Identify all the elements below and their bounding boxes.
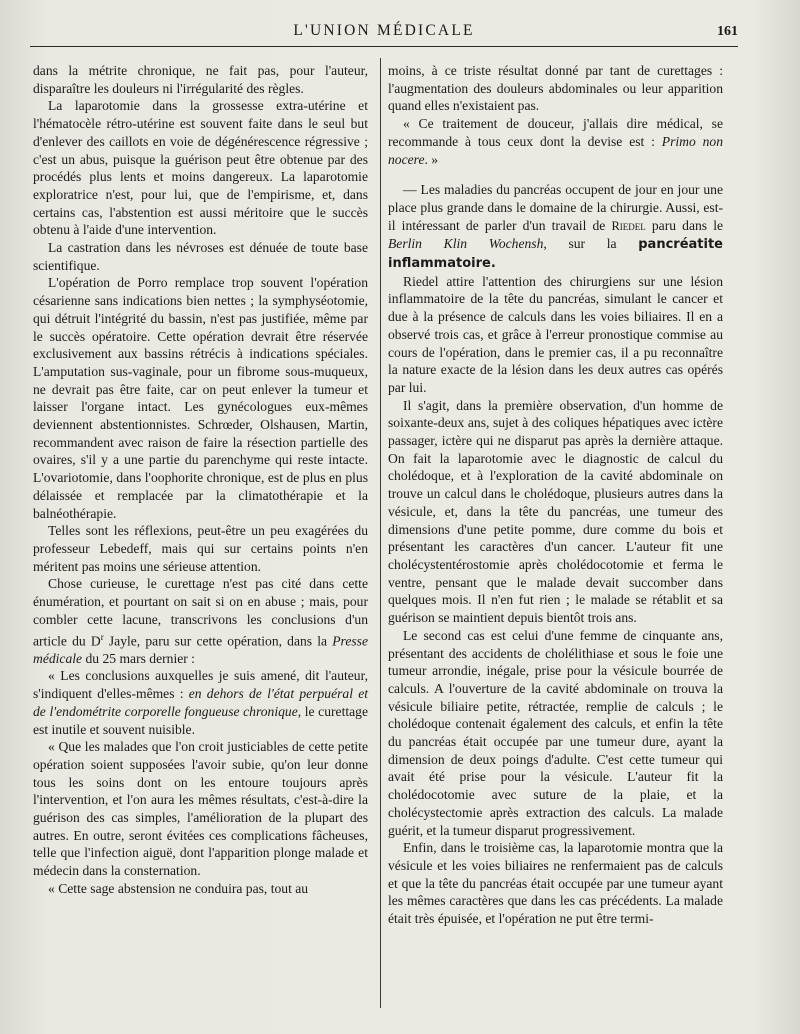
header-rule <box>30 46 738 47</box>
quote-paragraph <box>33 667 368 738</box>
quote-italic: Primo non nocere <box>388 133 723 167</box>
left-column <box>33 62 368 898</box>
paragraph-text: du 25 mars dernier : <box>82 650 195 666</box>
paragraph: Telles sont les réflexions, peut-être un peu exagérées du professeur Lebedeff, mais qui sur certains points n'en méritent pas moins une sérieuse attention. <box>33 523 368 574</box>
quote-text: « Les conclusions auxquelles je suis amené, dit l'auteur, s'indiquent d'elles-mêmes : <box>33 668 368 702</box>
quote-paragraph: « Cette sage abstension ne conduira pas, tout au <box>48 880 309 896</box>
paragraph <box>33 575 368 667</box>
journal-title: Berlin Klin Wochensh <box>388 236 544 252</box>
paragraph-text: — Les maladies du pancréas occupent de jour en jour une place plus grande dans le domaine de la chirurgie. Aussi, est-il intéressant de parler d'un travail de <box>388 182 723 233</box>
quote-italic: en dehors de l'état perpuéral et de l'endométrite corporelle fongueuse chronique <box>33 686 369 719</box>
paragraph: La castration dans les névroses est dénuée de toute base scientifique. <box>33 240 368 273</box>
paragraph: moins, à ce triste résultat donné par tant de curettages : l'augmentation des douleurs abdominales ou leur apparition quand elles n'existaient pas. <box>388 63 723 114</box>
paragraph: La laparotomie dans la grossesse extra-utérine et l'hématocèle rétro-utérine est souvent faite dans le seul but d'enlever des caillots en voie de dégénérescence régressive ; c'est un abus, puisque la guérison peut être obtenue par des procédés plus lents et moins dangereux. La laparotomie exploratrice n'est, pour lui, que de l'empirisme, et, dans certains cas, l'abstention est aussi méritoire que le succès obtenu à l'aide d'une intervention. <box>33 98 368 238</box>
journal-title: Presse médicale <box>33 633 368 666</box>
paragraph: dans la métrite chronique, ne fait pas, pour l'auteur, disparaître les douleurs ni l'irrégularité des règles. <box>33 63 368 96</box>
paragraph-text: , sur la <box>543 236 639 252</box>
section-title: pancréatite inflammatoire. <box>388 237 723 272</box>
quote-paragraph <box>388 115 723 168</box>
paragraph: Enfin, dans le troisième cas, la laparotomie montra que la vésicule et les voies biliaires ne renfermaient pas de calculs et que la tête du pancréas était occupée par une tumeur ayant les mêmes caractères que dans les cas précédents. La malade était très épuisée, et l'opération ne put être termi- <box>388 840 723 927</box>
paragraph: Il s'agit, dans la première observation, d'un homme de soixante-deux ans, sujet à des coliques hépatiques avec ictère passager, ictère qui ne disparut pas après la dernière attaque. On fait la laparotomie avec le diagnostic de calcul du cholédoque, et à l'exploration de la cavité abdominale on trouve un calcul dans le cholédoque, plusieurs autres dans la vésicule, et, dans la tête du pancréas, une tumeur des dimensions d'une petite pomme, dure comme du bois et présentant les caractères d'un cancer. L'auteur fit une cholécystentérostomie après cholédocotomie et ferma le ventre, pensant que le malade devait succomber dans quelques mois. Il n'en fut rien ; le malade se rétablit et sa guérison se maintient depuis bientôt trois ans. <box>388 397 723 626</box>
running-head <box>30 22 738 44</box>
quote-text: , le curettage est inutile et souvent nuisible. <box>33 703 368 737</box>
quote-text: « Ce traitement de douceur, j'allais dire médical, se recommande à tous ceux dont la devise est : <box>388 116 723 149</box>
paragraph <box>388 181 723 273</box>
right-column <box>388 62 723 928</box>
column-rule <box>380 58 381 1008</box>
quote-text: . » <box>424 151 439 167</box>
running-title: L'UNION MÉDICALE <box>293 22 475 39</box>
author-name: Riedel <box>611 218 646 233</box>
paragraph-text: Jayle, paru sur cette opération, dans la <box>103 633 333 649</box>
page-number: 161 <box>717 24 738 39</box>
paragraph-text: Chose curieuse, le curettage n'est pas cité dans cette énumération, et pourtant on sait si on en abuse ; mais, pour combler cette lacune, transcrivons les conclusions d'un article du D <box>33 576 368 649</box>
paragraph: L'opération de Porro remplace trop souvent l'opération césarienne sans indications bien nettes ; la symphyséotomie, qui détruit l'intégrité du bassin, n'est pas justifiée, même par le succès opératoire. Cette opération devrait être réservée exclusivement aux bassins rétrécis à indications spéciales. L'amputation sus-vaginale, pour un fibrome sous-muqueux, ne devrait pas être faite, car on peut enlever la tumeur et laisser l'organe intact. Les gynécologues eux-mêmes deviennent abstentionnistes. Schrœder, Olshausen, Martin, recommandent avec raison de faire la résection partielle des ovaires, s'il y a une partie du parenchyme qui reste intacte. L'ovariotomie, dans l'oophorite chronique, est de plus en plus délaissée et remplacée par la climatothérapie et la balnéothérapie. <box>33 275 368 521</box>
paragraph: Riedel attire l'attention des chirurgiens sur une lésion inflammatoire de la tête du pancréas, simulant le cancer et due à la présence de calculs dans les voies biliaires. Il en a observé trois cas, et grâce à l'erreur pronostique commise au cours de l'opération, dans le premier cas, il a pu reconnaître la nature exacte de la lésion dans les deux autres cas opérés par lui. <box>388 273 723 395</box>
paragraph-text: paru dans le <box>645 217 723 233</box>
superscript: r <box>100 631 104 642</box>
quote-paragraph: « Que les malades que l'on croit justiciables de cette petite opération soient supposées l'avoir subie, qu'on leur donne tous les soins dont on les entoure toujours après l'intervention, et l'on aura les mêmes résultats, c'est-à-dire la guérison des cas simples, l'amélioration de la plupart des autres. En outre, seront évitées ces complications fâcheuses, telle que l'infection aiguë, dont l'apparition plonge malade et médecin dans la consternation. <box>33 739 368 879</box>
paragraph: Le second cas est celui d'une femme de cinquante ans, présentant des accidents de cholélithiase et sous le foie une tumeur arrondie, inégale, prise pour la vésicule bourrée de calculs. A l'ouverture de la cavité abdominale on trouva la vésicule biliaire petite, rétractée, remplie de calculs ; le cholédoque contenait également des calculs, et enfin la tête du pancréas était occupée par une tumeur dure, ayant la dimension de deux poings d'adulte. C'est cette tumeur qui avait été prise pour la vésicule. L'auteur fit la cholédocotomie avec suture de la plaie, et la cholécystectomie après extraction des calculs. La malade guérit, et la tumeur disparut progressivement. <box>388 627 723 838</box>
